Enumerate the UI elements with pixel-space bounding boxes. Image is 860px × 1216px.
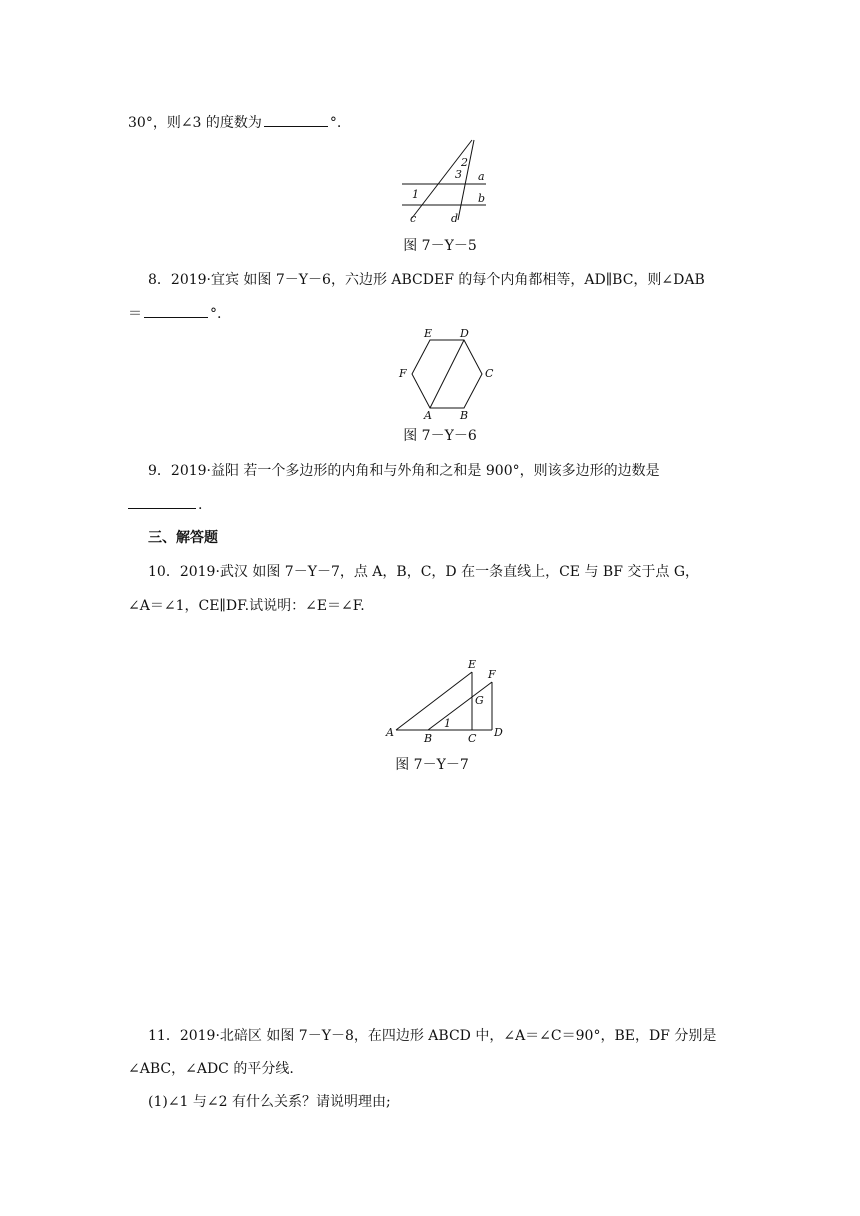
q9-line1: 9．2019·益阳 若一个多边形的内角和与外角和之和是 900°，则该多边形的边数是	[148, 463, 660, 479]
q8-answer-blank	[144, 303, 208, 318]
q8-equals: ＝	[128, 306, 142, 322]
label-c: c	[410, 212, 417, 225]
label-c: C	[468, 732, 477, 745]
label-d: d	[451, 212, 459, 225]
q10-line1: 10．2019·武汉 如图 7－Y－7，点 A，B，C，D 在一条直线上，CE 与 BF 交于点 G，	[148, 564, 700, 580]
label-g: G	[475, 694, 484, 707]
q9-line2	[128, 494, 202, 515]
label-b: B	[424, 732, 433, 745]
segment-ad	[430, 340, 464, 408]
q11-line1: 11．2019·北碚区 如图 7－Y－8，在四边形 ABCD 中，∠A＝∠C＝90°，BE，DF 分别是	[148, 1028, 717, 1044]
q8-line1: 8．2019·宜宾 如图 7－Y－6，六边形 ABCDEF 的每个内角都相等，AD∥BC，则∠DAB	[148, 272, 705, 288]
q7-text-end: °.	[329, 115, 342, 131]
q11-line3: (1)∠1 与∠2 有什么关系？请说明理由;	[148, 1094, 391, 1110]
label-e: E	[424, 327, 433, 340]
label-b: b	[478, 192, 486, 205]
label-a: a	[478, 170, 485, 183]
label-b: B	[460, 409, 469, 420]
label-1: 1	[412, 188, 419, 201]
q8-text-end: °.	[210, 306, 222, 322]
label-d: D	[494, 726, 503, 739]
q9-answer-blank	[128, 494, 196, 509]
label-f: F	[488, 668, 496, 681]
q9-text-end: .	[198, 497, 203, 513]
section-heading: 三、解答题	[148, 530, 218, 546]
label-a: A	[386, 726, 394, 739]
label-2: 2	[461, 156, 468, 169]
label-c: C	[485, 367, 494, 380]
label-a: A	[424, 409, 432, 420]
segment-ae	[396, 672, 472, 730]
label-d: D	[460, 327, 469, 340]
label-f: F	[399, 367, 407, 380]
q7-text: 30°，则∠3 的度数为	[128, 115, 262, 131]
q7-tail	[128, 112, 341, 133]
figure-7-y-5	[390, 138, 500, 230]
q10-line2: ∠A＝∠1，CE∥DF.试说明：∠E＝∠F.	[128, 598, 365, 614]
label-3: 3	[455, 168, 462, 181]
q11-line2: ∠ABC，∠ADC 的平分线.	[128, 1061, 294, 1077]
q8-line2	[128, 303, 221, 324]
line-c	[412, 140, 472, 218]
figure-7-y-7	[380, 654, 510, 748]
caption-7-y-7: 图 7－Y－7	[395, 757, 469, 773]
caption-7-y-6: 图 7－Y－6	[403, 428, 477, 444]
label-1: 1	[444, 717, 451, 730]
label-e: E	[468, 658, 477, 671]
caption-7-y-5: 图 7－Y－5	[403, 238, 477, 254]
q7-answer-blank	[264, 112, 328, 127]
figure-7-y-6	[392, 326, 502, 420]
